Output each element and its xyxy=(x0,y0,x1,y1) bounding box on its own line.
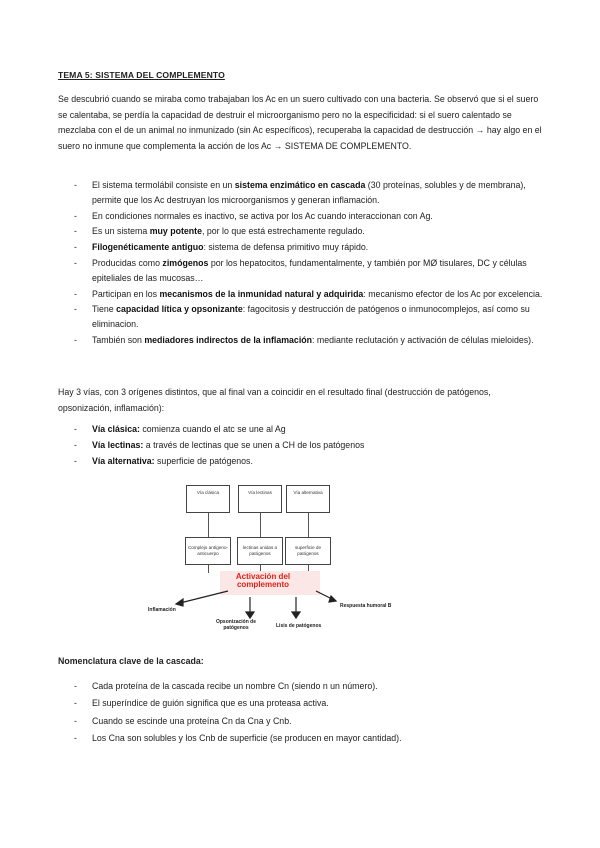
list-item: - El superíndice de guión significa que es una proteasa activa. xyxy=(74,698,329,709)
mid-box-immune-complex: Complejo antígeno-anticuerpo xyxy=(185,537,231,565)
nomenclature-heading: Nomenclatura clave de la cascada: xyxy=(58,656,204,666)
list-item: - Vía clásica: comienza cuando el atc se une al Ag xyxy=(74,424,286,434)
list-item: - Es un sistema muy potente, por lo que está estrechamente regulado. xyxy=(74,226,365,237)
top-box-alternative: Vía alternativa xyxy=(286,485,330,513)
list-item: - Vía lectinas: a través de lectinas que se unen a CH de los patógenos xyxy=(74,439,365,450)
list-item: - Filogenéticamente antiguo: sistema de defensa primitivo muy rápido. xyxy=(74,242,369,253)
list-item: - Los Cna son solubles y los Cnb de superficie (se producen en mayor cantidad). xyxy=(74,732,402,743)
list-item: - Producidas como zimógenos por los hepatocitos, fundamentalmente, y también por MØ tisulares, DC y células epiteliales de las mucosas… xyxy=(74,257,527,283)
nomenclature-list xyxy=(58,679,548,748)
arrow-head xyxy=(246,612,254,618)
list-item: - También son mediadores indirectos de la inflamación: mediante reclutación y activación de células mieloides). xyxy=(74,334,534,345)
list-item: - El sistema termolábil consiste en un sistema enzimático en cascada (30 proteínas, solubles y de membrana), permite que los Ac destruyan los microorganismos y generan inflamación. xyxy=(74,180,526,205)
output-opsonization: Opsonización de patógenos xyxy=(215,619,256,631)
activation-label: Activación del complemento xyxy=(235,572,291,589)
list-item: - Participan en los mecanismos de la inmunidad natural y adquirida: mecanismo efector de los Ac por excelencia. xyxy=(74,288,543,299)
complement-pathways-diagram xyxy=(140,475,430,635)
arrow-head xyxy=(176,599,183,606)
arrow-inflammation xyxy=(180,591,228,603)
diagram-arrows xyxy=(140,475,430,635)
top-box-lectin: Vía lectinas xyxy=(238,485,282,513)
arrow-head xyxy=(292,612,300,618)
list-item: - Cada proteína de la cascada recibe un nombre Cn (siendo n un número). xyxy=(74,681,378,691)
mid-box-surface: superficie de patógenos xyxy=(285,537,331,565)
output-lysis: Lisis de patógenos xyxy=(276,623,322,629)
top-box-classical: Vía clásica xyxy=(186,485,230,513)
output-inflammation: Inflamación xyxy=(148,607,176,613)
output-humoral: Respuesta humoral B xyxy=(340,603,392,609)
mid-box-lectins: lectinas unidas a patógenos xyxy=(237,537,283,565)
list-item: - Vía alternativa: superficie de patógenos. xyxy=(74,455,253,466)
list-item: - En condiciones normales es inactivo, se activa por los Ac cuando interaccionan con Ag. xyxy=(74,210,433,221)
features-list xyxy=(58,178,548,349)
page-title: TEMA 5: SISTEMA DEL COMPLEMENTO xyxy=(58,70,225,80)
list-item: - Tiene capacidad lítica y opsonizante: fagocitosis y destrucción de patógenos o inmunocomplejos, así como su eliminacion. xyxy=(74,304,530,330)
vias-intro-paragraph: Hay 3 vías, con 3 orígenes distintos, que al final van a coincidir en el resultado final (destrucción de patógenos, opsonización, inflamación): xyxy=(58,387,491,413)
arrow-humoral xyxy=(316,591,332,599)
arrow-head xyxy=(329,596,336,602)
intro-paragraph: Se descubrió cuando se miraba como trabajaban los Ac en un suero cultivado con una bacteria. Se observó que si el suero se calentaba, se perdía la capacidad de destruir el microorganismo pero no la especificidad: si el suero calentado se mezclaba con el de un animal no inmunizado (sin Ac específicos), recuperaba la capacidad de destrucción → hay algo en el suero no inmune que complementa la acción de los Ac → SISTEMA DE COMPLEMENTO. xyxy=(58,94,542,151)
list-item: - Cuando se escinde una proteína Cn da Cna y Cnb. xyxy=(74,715,292,726)
vias-list xyxy=(58,422,548,469)
